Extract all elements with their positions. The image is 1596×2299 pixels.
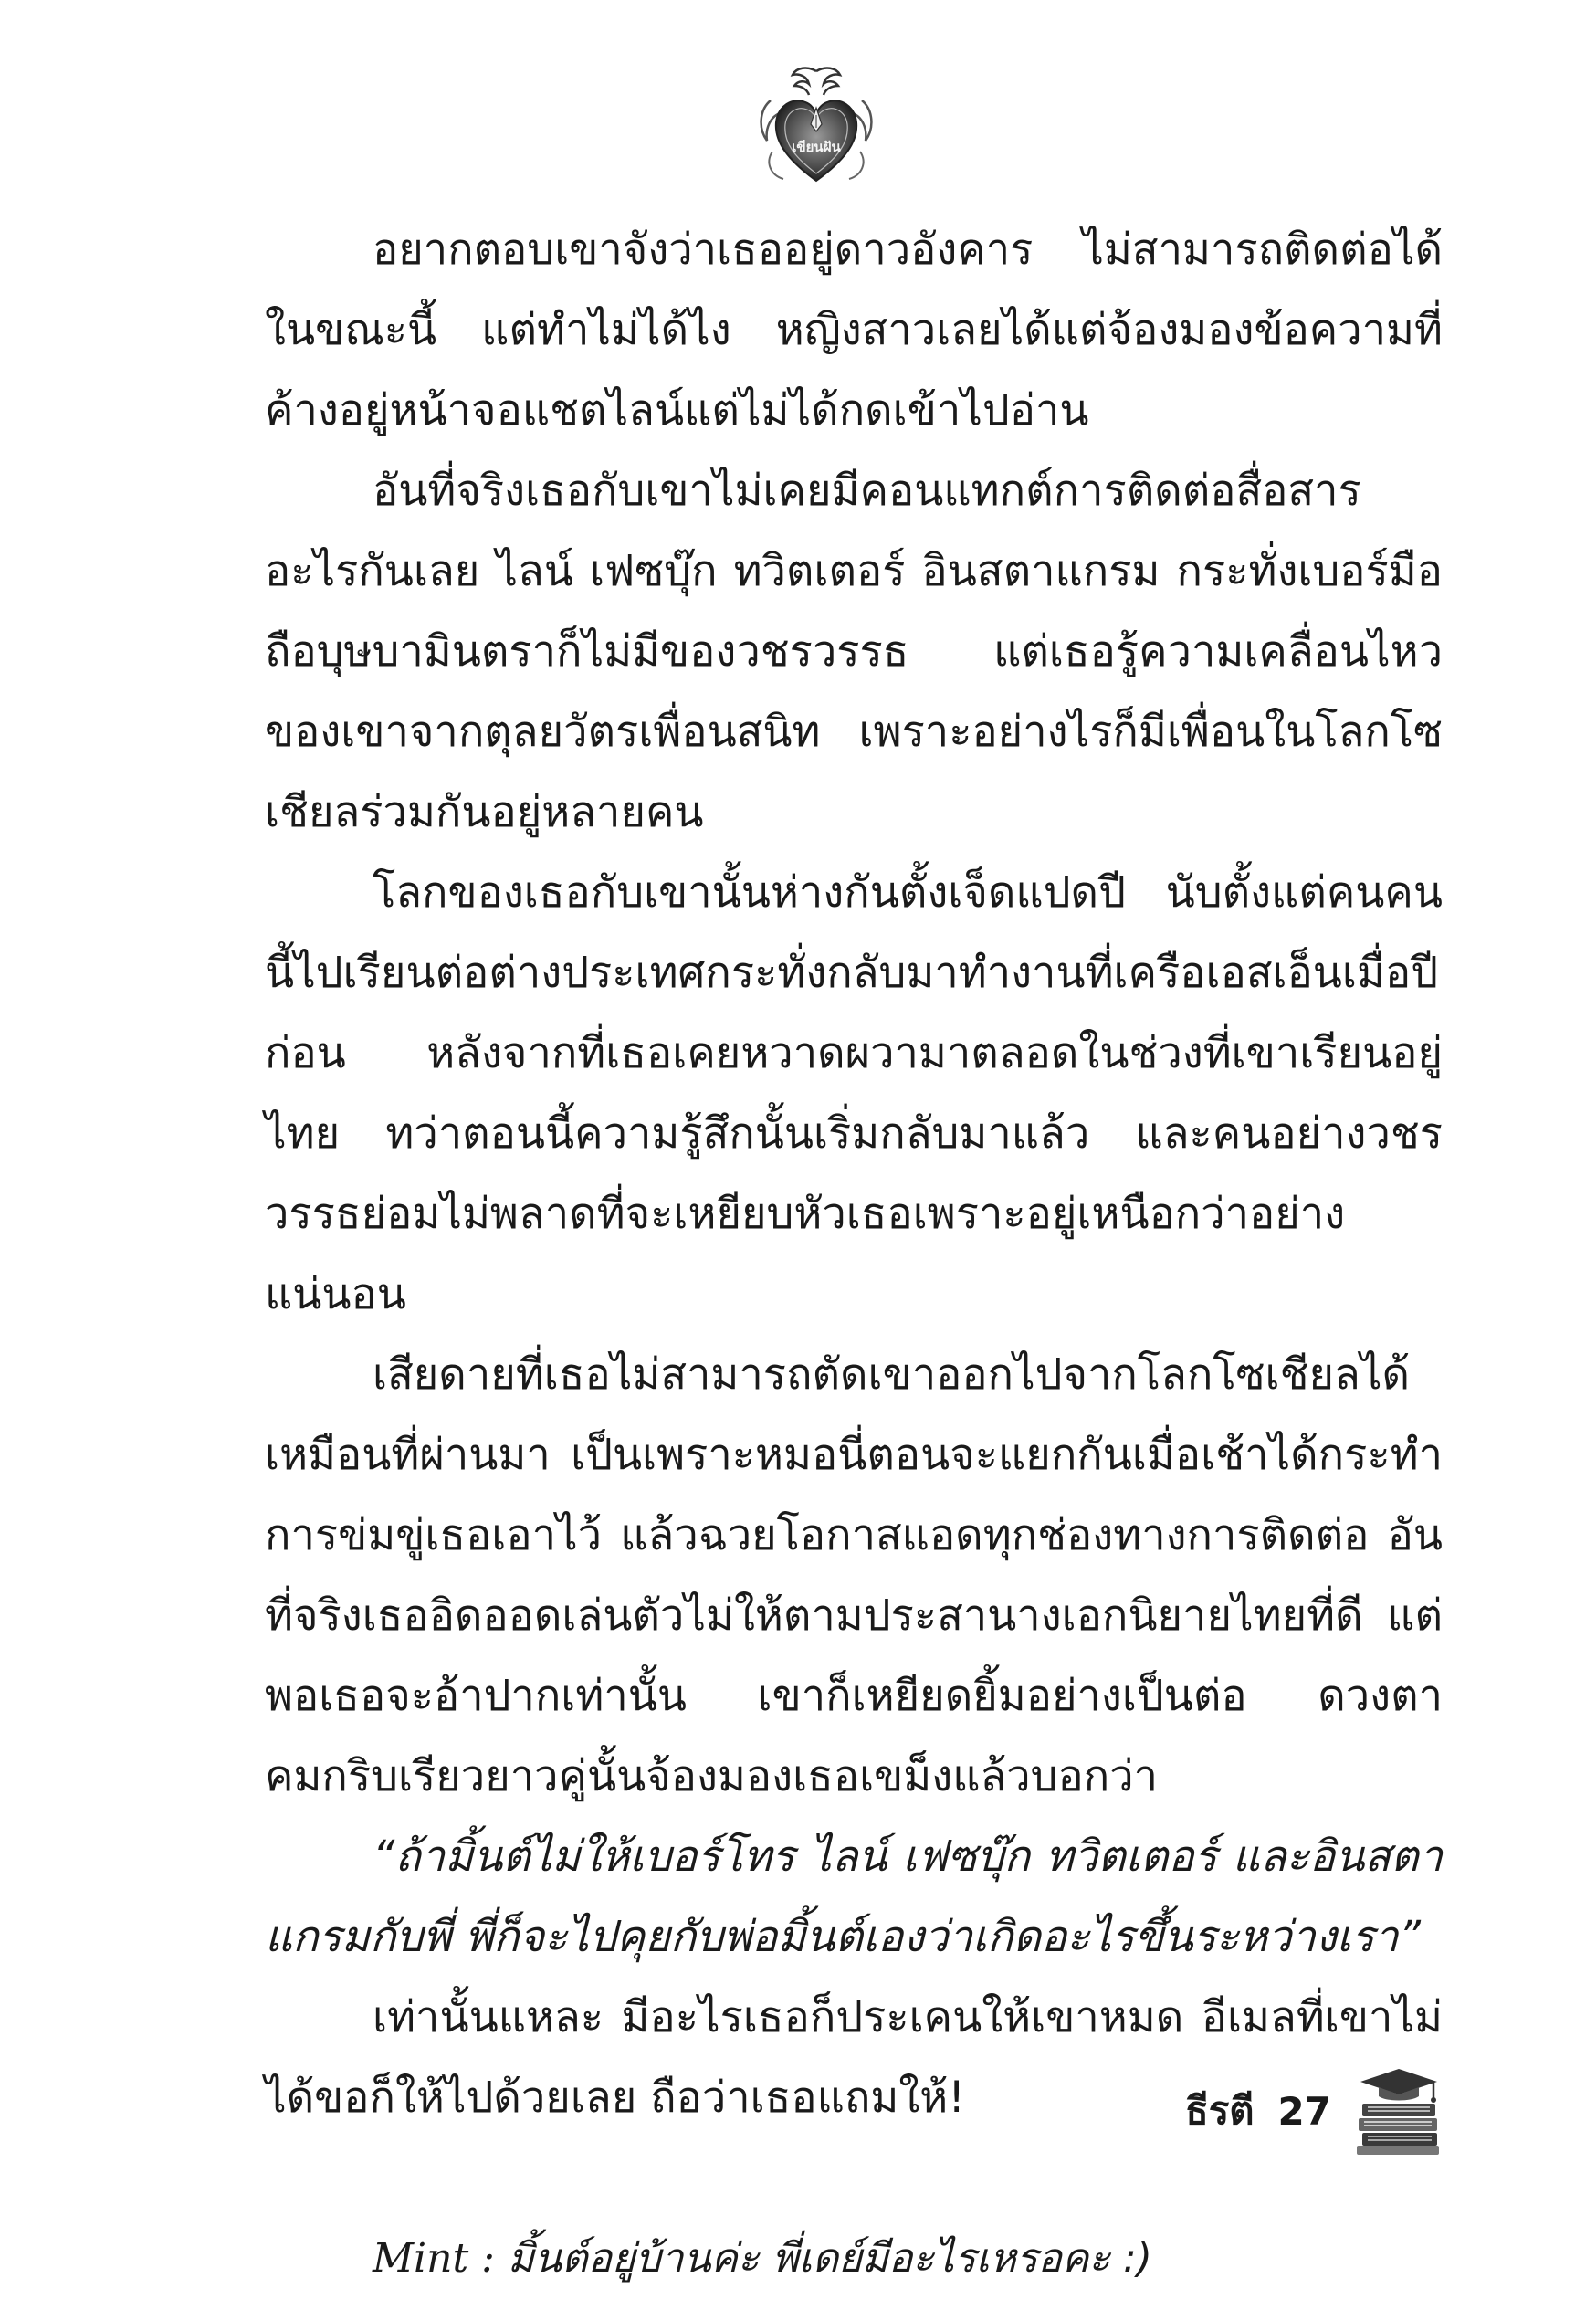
chat-message-text: มิ้นต์อยู่บ้านค่ะ พี่เดย์มีอะไรเหรอคะ :) bbox=[507, 2235, 1152, 2282]
stacked-books-graduation-cap-icon bbox=[1355, 2065, 1443, 2157]
page-number: 27 bbox=[1277, 2088, 1331, 2134]
chat-sender: Mint : bbox=[373, 2235, 508, 2282]
author-name: ธีรตี bbox=[1185, 2088, 1255, 2133]
paragraph-2: อันที่จริงเธอกับเขาไม่เคยมีคอนแทกต์การติดต่อสื่อสารอะไรกันเลย ไลน์ เฟซบุ๊ก ทวิตเตอร์ อินสตาแกรม กระทั่งเบอร์มือถือบุษบามินตราก็ไม่มีของวชรวรรธ แต่เธอรู้ความเคลื่อนไหวของเขาจากตุลยวัตรเพื่อนสนิท เพราะอย่างไรก็มีเพื่อนในโลกโซเชียลร่วมกันอยู่หลายคน bbox=[265, 466, 1443, 837]
chat-message bbox=[265, 2219, 1443, 2299]
decorative-heart-emblem-icon bbox=[752, 64, 880, 192]
paragraph-3: โลกของเธอกับเขานั้นห่างกันตั้งเจ็ดแปดปี นับตั้งแต่คนคนนี้ไปเรียนต่อต่างประเทศกระทั่งกลับมาทำงานที่เครือเอสเอ็นเมื่อปีก่อน หลังจากที่เธอเคยหวาดผวามาตลอดในช่วงที่เขาเรียนอยู่ไทย ทว่าตอนนี้ความรู้สึกนั้นเริ่มกลับมาแล้ว และคนอย่างวชรวรรธย่อมไม่พลาดที่จะเหยียบหัวเธอเพราะอยู่เหนือกว่าอย่างแน่นอน bbox=[265, 867, 1443, 1319]
page-footer bbox=[1185, 2065, 1443, 2157]
paragraph-1: อยากตอบเขาจังว่าเธออยู่ดาวอังคาร ไม่สามารถติดต่อได้ในขณะนี้ แต่ทำไม่ได้ไง หญิงสาวเลยได้แต่จ้องมองข้อความที่ค้างอยู่หน้าจอแชตไลน์แต่ไม่ได้กดเข้าไปอ่าน bbox=[265, 225, 1443, 436]
dialogue-quote: “ถ้ามิ้นต์ไม่ให้เบอร์โทร ไลน์ เฟซบุ๊ก ทวิตเตอร์ และอินสตาแกรมกับพี่ พี่ก็จะไปคุยกับพ่อมิ้นต์เองว่าเกิดอะไรขึ้นระหว่างเรา” bbox=[265, 1832, 1443, 1962]
paragraph-5: เท่านั้นแหละ มีอะไรเธอก็ประเคนให้เขาหมด อีเมลที่เขาไม่ได้ขอก็ให้ไปด้วยเลย ถือว่าเธอแถมให้! bbox=[265, 1992, 1443, 2123]
emblem-text: เขียนฝัน bbox=[792, 139, 841, 155]
paragraph-4: เสียดายที่เธอไม่สามารถตัดเขาออกไปจากโลกโซเชียลได้เหมือนที่ผ่านมา เป็นเพราะหมอนี่ตอนจะแยกกันเมื่อเช้าได้กระทำการข่มขู่เธอเอาไว้ แล้วฉวยโอกาสแอดทุกช่องทางการติดต่อ อันที่จริงเธออิดออดเล่นตัวไม่ให้ตามประสานางเอกนิยายไทยที่ดี แต่พอเธอจะอ้าปากเท่านั้น เขาก็เหยียดยิ้มอย่างเป็นต่อ ดวงตาคมกริบเรียวยาวคู่นั้นจ้องมองเธอเขม็งแล้วบอกว่า bbox=[265, 1349, 1443, 1801]
story-text bbox=[265, 210, 1443, 2299]
